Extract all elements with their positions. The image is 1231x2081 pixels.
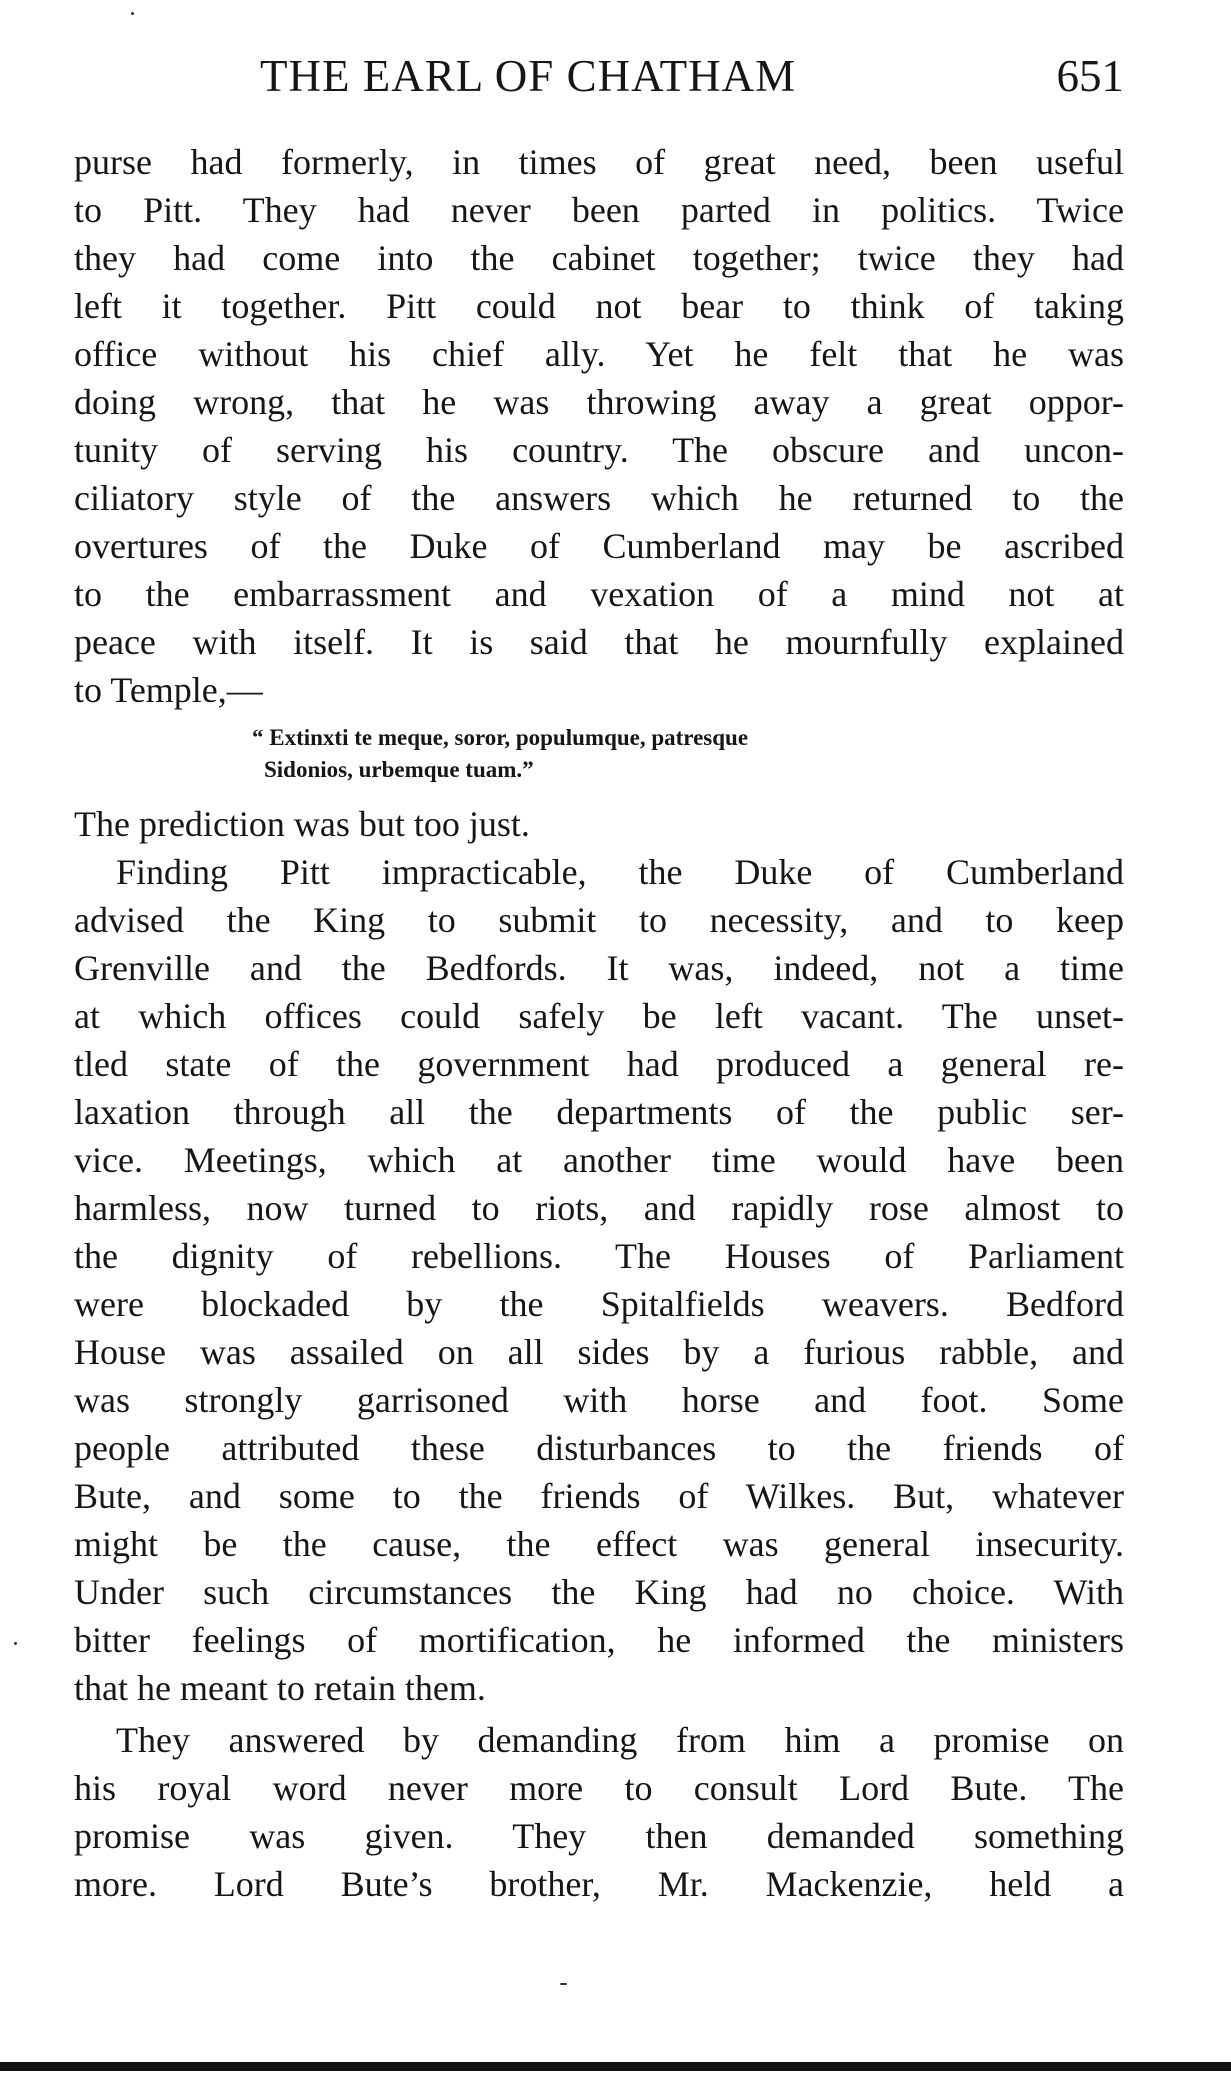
text-line: might be the cause, the effect was general insecurity.	[74, 1524, 1124, 1564]
print-speck	[560, 1983, 567, 1985]
text-line: were blockaded by the Spitalfields weavers. Bedford	[74, 1284, 1124, 1324]
text-line: more. Lord Bute’s brother, Mr. Mackenzie, held a	[74, 1864, 1124, 1904]
text-line: tunity of serving his country. The obscure and uncon-	[74, 430, 1124, 470]
page-number: 651	[1056, 51, 1124, 101]
text-line: They answered by demanding from him a promise on	[116, 1720, 1124, 1760]
text-line: they had come into the cabinet together; twice they had	[74, 238, 1124, 278]
bottom-rule	[0, 2062, 1231, 2071]
block-quotation	[252, 722, 1124, 786]
text-line: doing wrong, that he was throwing away a great oppor-	[74, 382, 1124, 422]
text-line: that he meant to retain them.	[74, 1668, 486, 1708]
text-line: vice. Meetings, which at another time would have been	[74, 1140, 1124, 1180]
quotation-line: Sidonios, urbemque tuam.”	[264, 757, 534, 782]
paragraph	[74, 800, 1124, 848]
text-line: Grenville and the Bedfords. It was, indeed, not a time	[74, 948, 1124, 988]
text-line: laxation through all the departments of the public ser-	[74, 1092, 1124, 1132]
text-line: overtures of the Duke of Cumberland may be ascribed	[74, 526, 1124, 566]
quotation-line: “ Extinxti te meque, soror, populumque, patresque	[252, 725, 749, 750]
print-speck	[131, 12, 134, 15]
text-line: House was assailed on all sides by a furious rabble, and	[74, 1332, 1124, 1372]
paragraph	[74, 138, 1124, 714]
text-line: at which offices could safely be left vacant. The unset-	[74, 996, 1124, 1036]
text-line: Bute, and some to the friends of Wilkes. But, whatever	[74, 1476, 1124, 1516]
text-line: ciliatory style of the answers which he returned to the	[74, 478, 1124, 518]
page-header	[74, 50, 1124, 110]
text-line: people attributed these disturbances to the friends of	[74, 1428, 1124, 1468]
text-line: to Pitt. They had never been parted in politics. Twice	[74, 190, 1124, 230]
text-line: office without his chief ally. Yet he felt that he was	[74, 334, 1124, 374]
text-line: promise was given. They then demanded something	[74, 1816, 1124, 1856]
text-line: the dignity of rebellions. The Houses of Parliament	[74, 1236, 1124, 1276]
paragraph	[74, 1716, 1124, 1908]
text-line: his royal word never more to consult Lord Bute. The	[74, 1768, 1124, 1808]
print-speck	[14, 1642, 17, 1645]
text-line: left it together. Pitt could not bear to think of taking	[74, 286, 1124, 326]
text-line: The prediction was but too just.	[74, 804, 530, 844]
text-line: purse had formerly, in times of great need, been useful	[74, 142, 1124, 182]
text-line: Finding Pitt impracticable, the Duke of Cumberland	[116, 852, 1124, 892]
text-line: advised the King to submit to necessity, and to keep	[74, 900, 1124, 940]
text-line: to Temple,—	[74, 670, 263, 710]
text-line: bitter feelings of mortification, he informed the ministers	[74, 1620, 1124, 1660]
text-line: harmless, now turned to riots, and rapidly rose almost to	[74, 1188, 1124, 1228]
text-line: Under such circumstances the King had no choice. With	[74, 1572, 1124, 1612]
body-text	[74, 138, 1124, 1908]
text-line: tled state of the government had produced a general re-	[74, 1044, 1124, 1084]
paragraph	[74, 848, 1124, 1712]
text-line: to the embarrassment and vexation of a mind not at	[74, 574, 1124, 614]
text-line: peace with itself. It is said that he mournfully explained	[74, 622, 1124, 662]
running-title: THE EARL OF CHATHAM	[260, 51, 797, 101]
text-line: was strongly garrisoned with horse and foot. Some	[74, 1380, 1124, 1420]
